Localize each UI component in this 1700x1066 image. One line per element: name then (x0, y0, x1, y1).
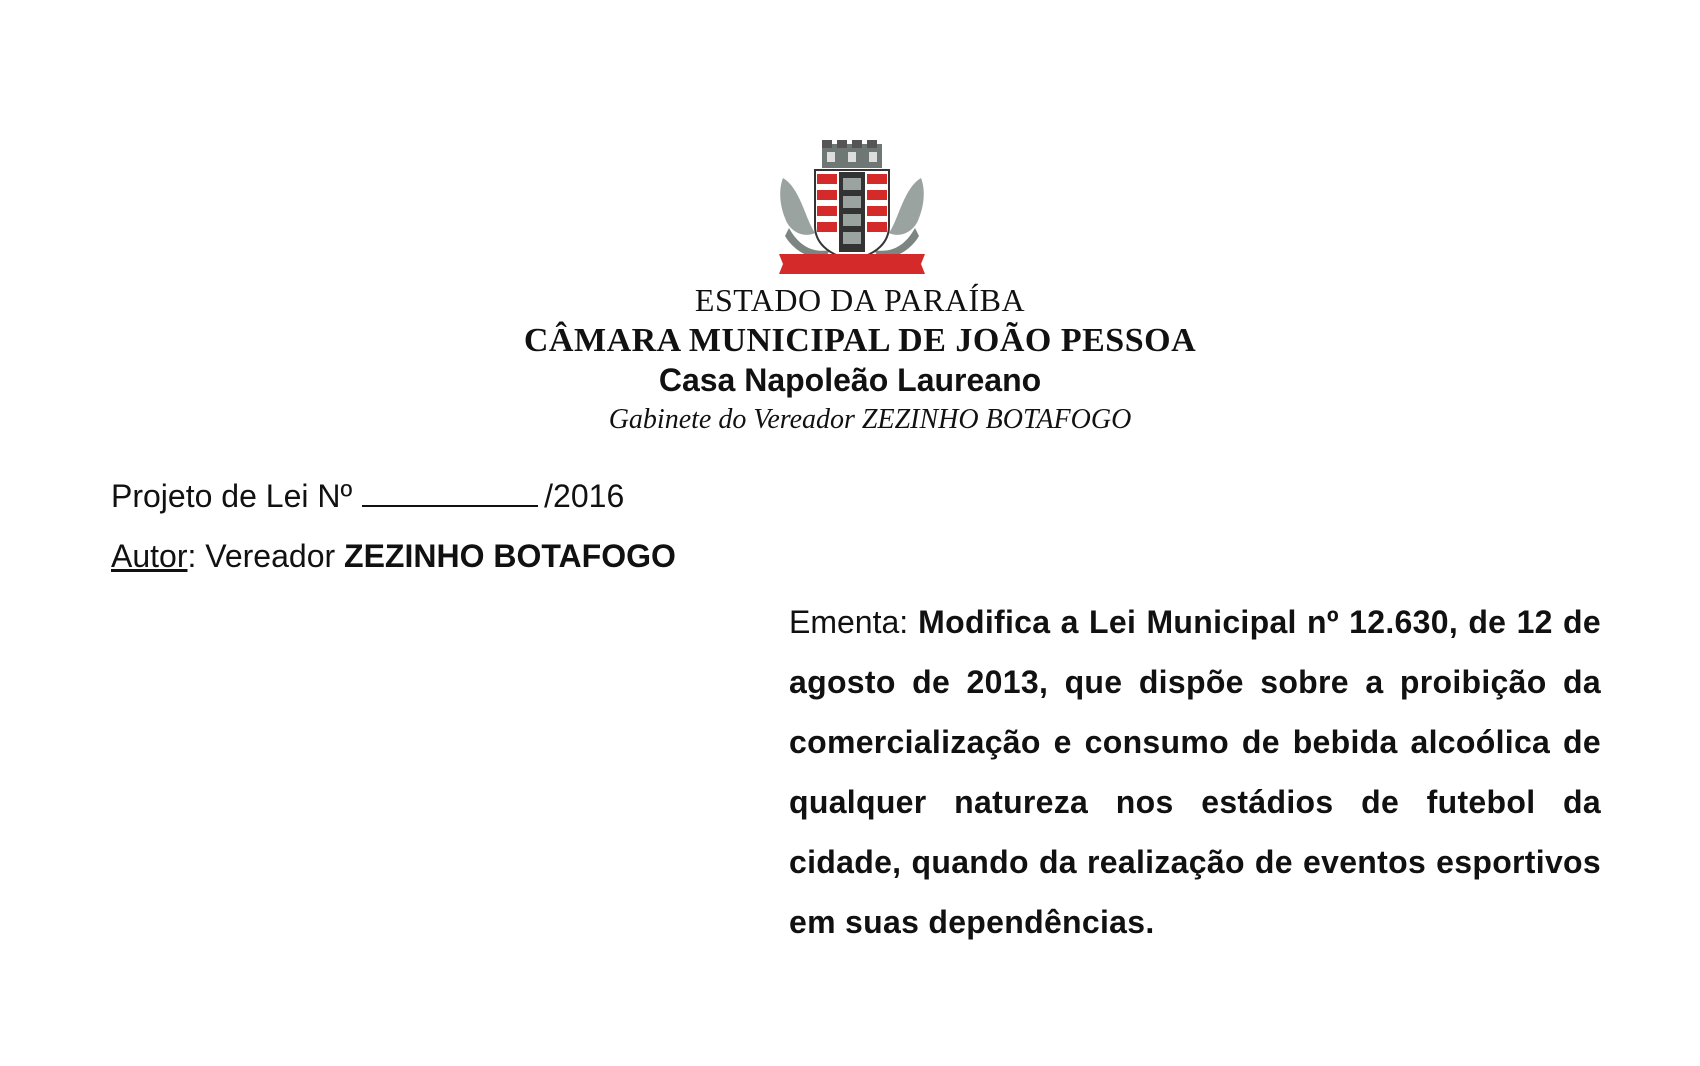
house-name: Casa Napoleão Laureano (658, 362, 1042, 398)
chamber-title: CÂMARA MUNICIPAL DE JOÃO PESSOA (523, 322, 1197, 359)
bill-number-line (111, 478, 624, 515)
ementa-text: Modifica a Lei Municipal nº 12.630, de 12 de agosto de 2013, que dispõe sobre a proibição da comercialização e consumo de bebida alcoólica de qualquer natureza nos estádios de futebol da cidade, quando da realização de eventos esportivos em suas dependências. (789, 604, 1601, 940)
coat-of-arms-icon (775, 138, 929, 278)
ementa-paragraph (789, 592, 1601, 952)
state-title: ESTADO DA PARAÍBA (694, 282, 1026, 318)
office-name: Gabinete do Vereador ZEZINHO BOTAFOGO (608, 404, 1132, 435)
author-name: ZEZINHO BOTAFOGO (344, 538, 676, 574)
bill-number-blank (362, 479, 538, 507)
bill-year: /2016 (544, 478, 625, 514)
author-line (111, 538, 676, 575)
author-separator: : Vereador (187, 538, 345, 574)
ementa-label: Ementa: (789, 604, 909, 640)
author-label: Autor (111, 538, 188, 574)
bill-label: Projeto de Lei Nº (111, 478, 353, 514)
